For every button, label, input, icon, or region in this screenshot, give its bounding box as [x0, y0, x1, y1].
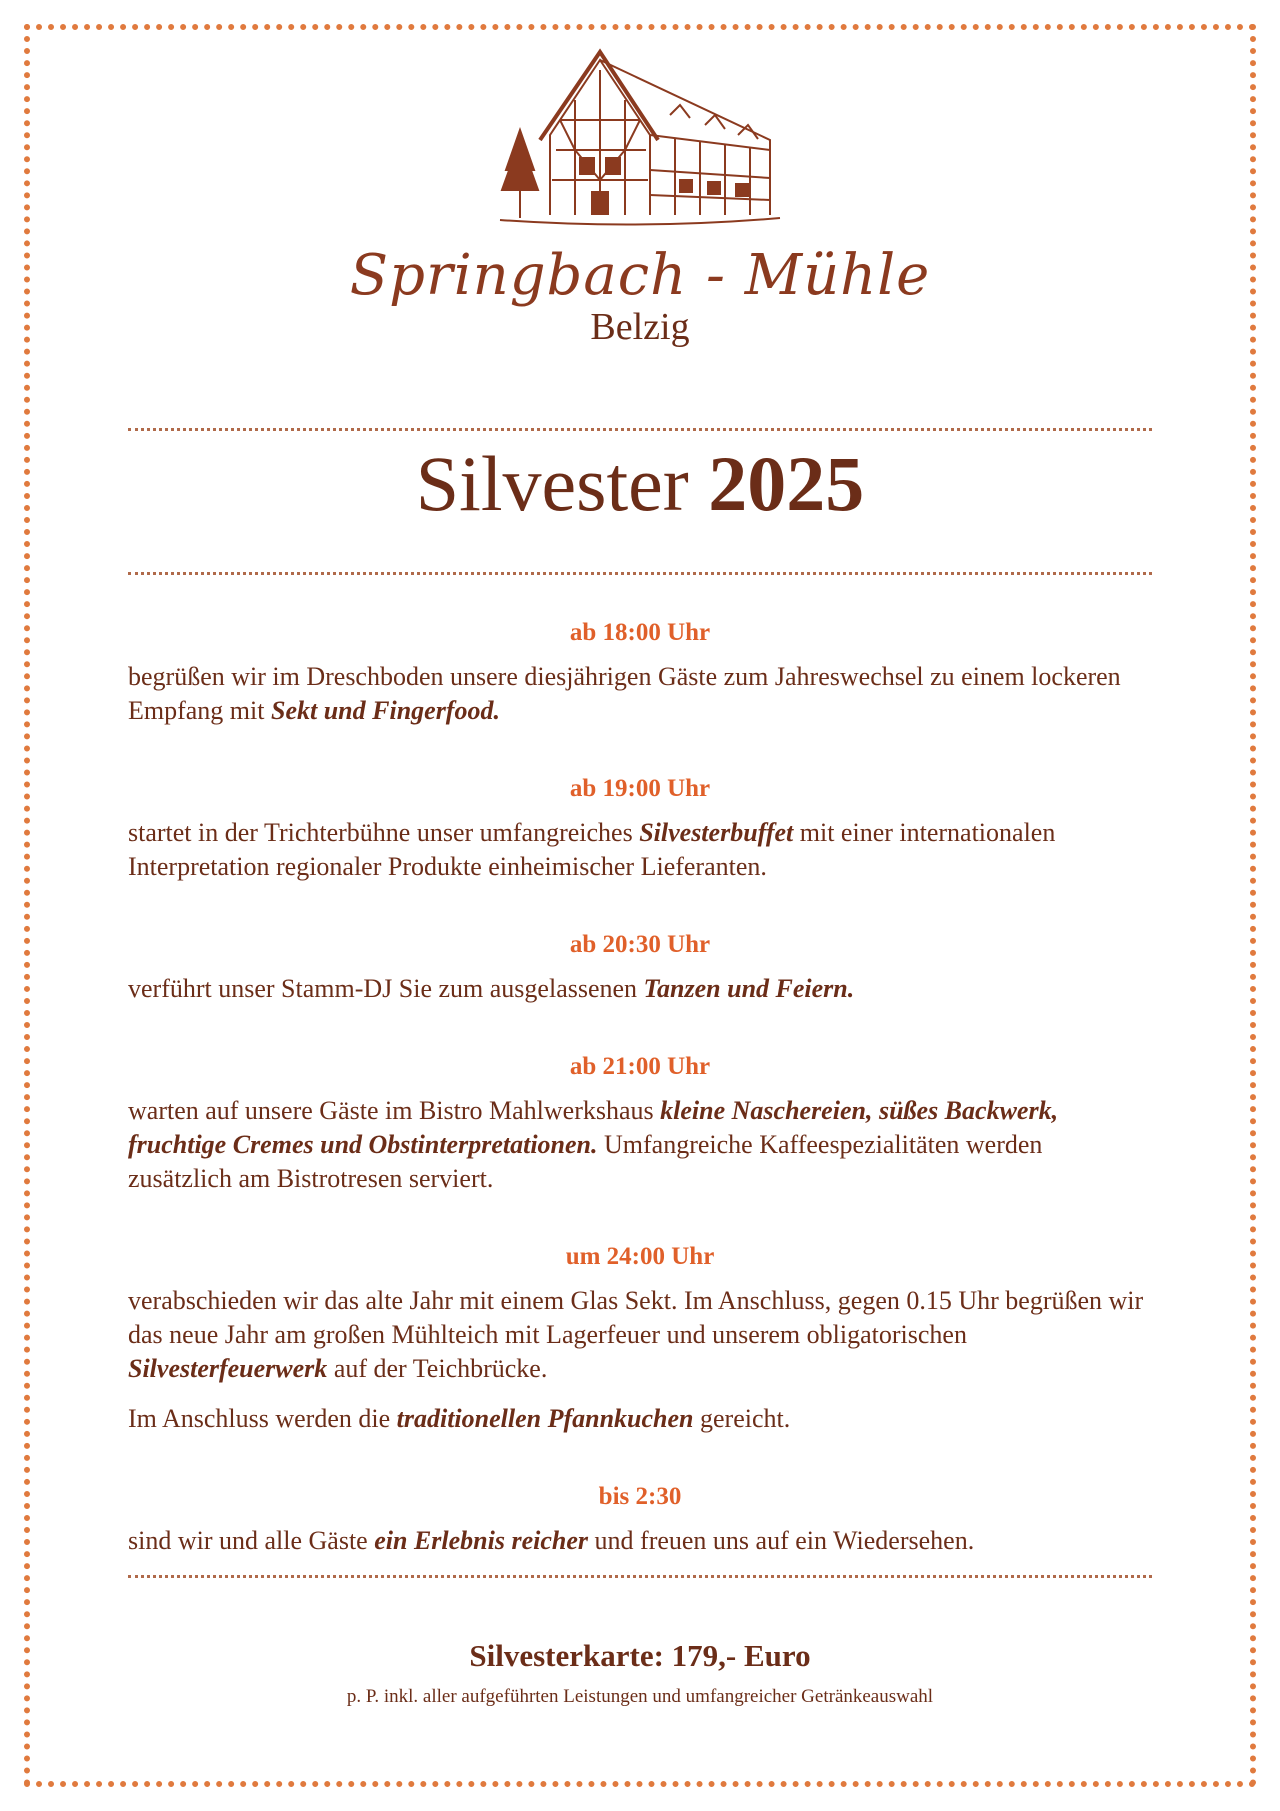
schedule-description	[128, 972, 1152, 1006]
logo	[0, 40, 1280, 346]
body-text: verabschieden wir das alte Jahr mit einem Glas Sekt. Im Anschluss, gegen 0.15 Uhr begrüßen wir das neue Jahr am großen Mühlteich mit Lagerfeuer und unserem obligatorischen	[128, 1286, 1144, 1349]
schedule-description	[128, 1284, 1152, 1436]
schedule-time: ab 20:30 Uhr	[569, 931, 711, 958]
brand-name: Springbach - Mühle	[349, 243, 931, 308]
separator-top	[128, 428, 1152, 431]
description-paragraph	[128, 1524, 1152, 1558]
price-note: p. P. inkl. aller aufgeführten Leistungen und umfangreicher Getränkeauswahl	[346, 1686, 934, 1707]
body-text: warten auf unsere Gäste im Bistro Mahlwerkshaus	[128, 1096, 661, 1125]
description-paragraph	[128, 972, 1152, 1006]
schedule-description	[128, 1524, 1152, 1558]
schedule-description	[128, 816, 1152, 884]
schedule-time: ab 21:00 Uhr	[569, 1053, 711, 1080]
schedule-time: ab 19:00 Uhr	[569, 775, 711, 802]
highlight-text: kleine Naschereien, süßes Backwerk, fruchtige Cremes und Obstinterpretationen.	[128, 1096, 1059, 1159]
highlight-text: Silvesterbuffet	[639, 818, 794, 847]
separator-mid	[128, 572, 1152, 575]
schedule	[128, 616, 1152, 1602]
page-title	[0, 440, 1280, 527]
body-text: verführt unser Stamm-DJ Sie zum ausgelassenen	[128, 974, 644, 1003]
schedule-item	[128, 1480, 1152, 1558]
body-text: Im Anschluss werden die	[128, 1404, 397, 1433]
schedule-item	[128, 928, 1152, 1006]
schedule-item	[128, 1050, 1152, 1196]
highlight-text: ein Erlebnis reicher	[374, 1526, 589, 1555]
body-text: auf der Teichbrücke.	[327, 1354, 548, 1383]
schedule-time: bis 2:30	[598, 1483, 682, 1510]
schedule-item	[128, 772, 1152, 884]
title-word: Silvester	[415, 440, 689, 527]
schedule-description	[128, 1094, 1152, 1196]
title-year: 2025	[708, 440, 865, 527]
description-paragraph	[128, 660, 1152, 728]
description-paragraph	[128, 816, 1152, 884]
body-text: sind wir und alle Gäste	[128, 1526, 375, 1555]
schedule-item	[128, 616, 1152, 728]
mill-house-illustration	[480, 40, 800, 240]
schedule-item	[128, 1240, 1152, 1436]
highlight-text: Sekt und Fingerfood.	[270, 696, 500, 725]
body-text: und freuen uns auf ein Wiedersehen.	[588, 1526, 975, 1555]
highlight-text: Silvesterfeuerwerk	[128, 1354, 328, 1383]
description-paragraph	[128, 1402, 1152, 1436]
body-text: begrüßen wir im Dreschboden unsere diesjährigen Gäste zum Jahreswechsel zu einem lockeren Empfang mit	[128, 662, 1121, 725]
body-text: Umfangreiche Kaffeespezialitäten werden zusätzlich am Bistrotresen serviert.	[128, 1130, 1043, 1193]
body-text: startet in der Trichterbühne unser umfangreiches	[128, 818, 640, 847]
body-text: gereicht.	[693, 1404, 791, 1433]
schedule-time: um 24:00 Uhr	[565, 1243, 715, 1270]
description-paragraph	[128, 1094, 1152, 1196]
schedule-time: ab 18:00 Uhr	[569, 619, 711, 646]
price-heading: Silvesterkarte: 179,- Euro	[469, 1638, 811, 1673]
highlight-text: traditionellen Pfannkuchen	[396, 1404, 694, 1433]
body-text: mit einer internationalen Interpretation regionaler Produkte einheimischer Lieferanten.	[128, 818, 1056, 881]
schedule-description	[128, 660, 1152, 728]
description-paragraph	[128, 1284, 1152, 1386]
highlight-text: Tanzen und Feiern.	[643, 974, 855, 1003]
separator-bottom	[128, 1575, 1152, 1578]
brand-location: Belzig	[590, 306, 690, 348]
